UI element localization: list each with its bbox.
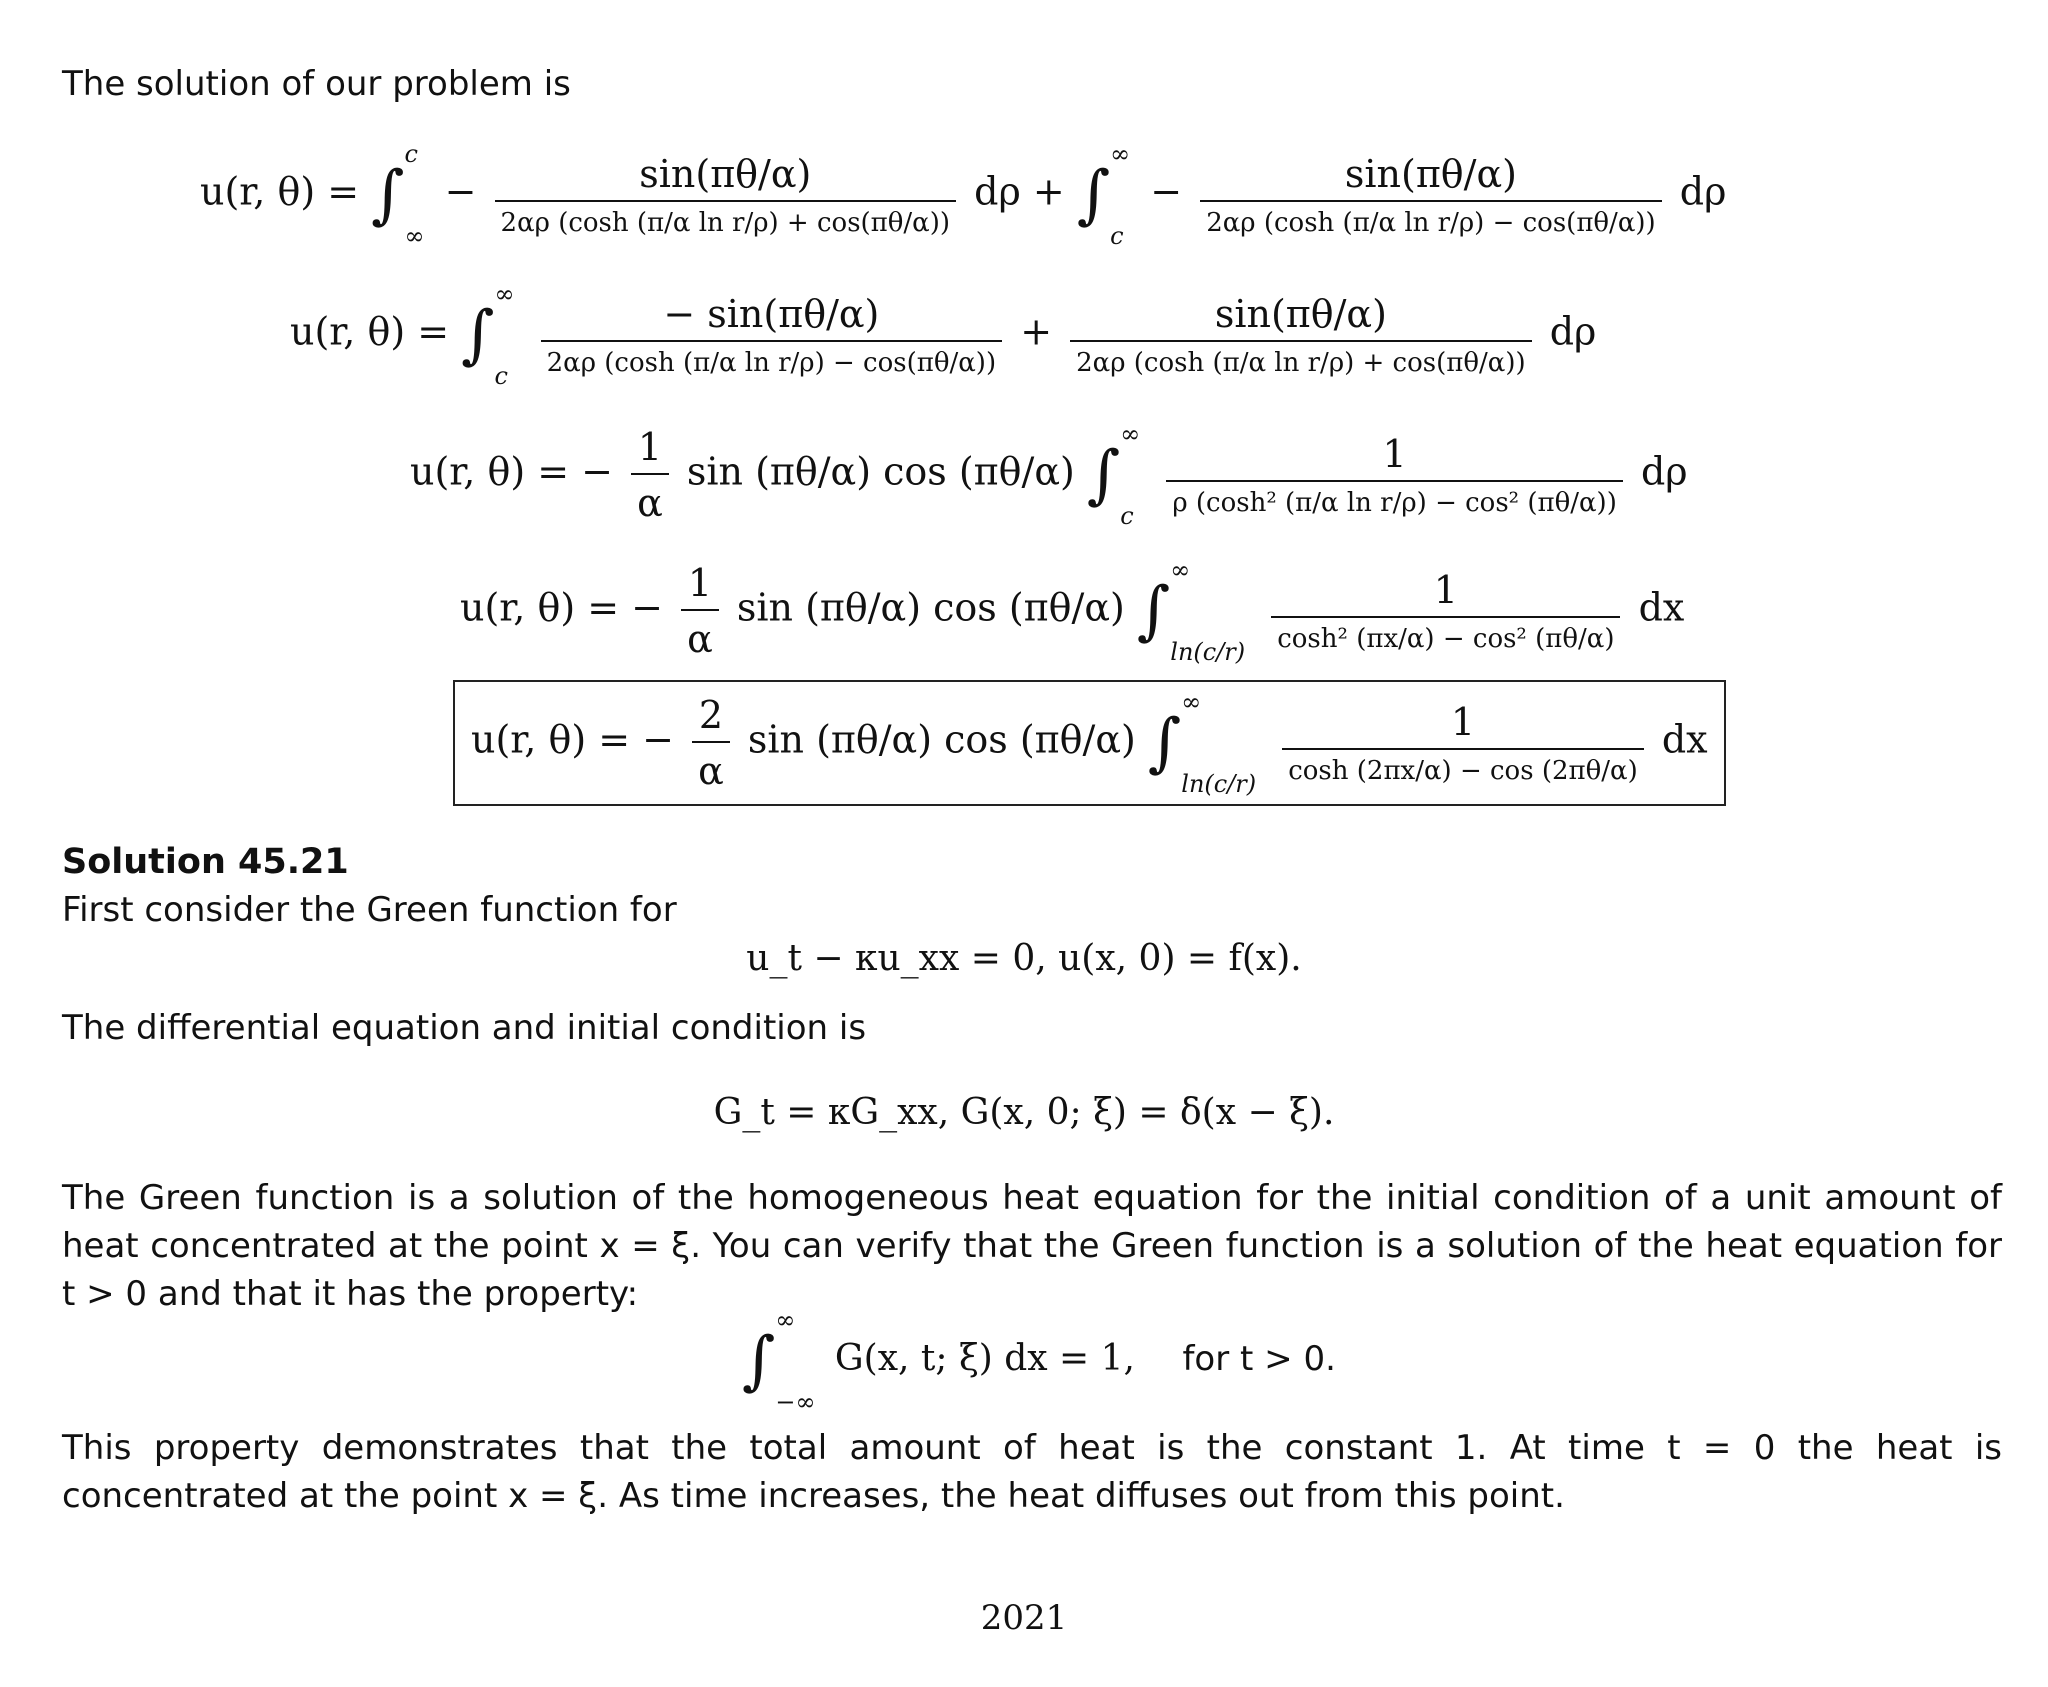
eq-prop-lower: −∞ [775,1388,816,1416]
integral-sign: ∫ [1136,574,1171,648]
eq4-int-lower: ln(c/r) [1170,638,1246,666]
eq1-tail: dρ [1679,169,1727,214]
eq1-num1: sin(πθ/α) [639,152,812,196]
eq5-coef-num: 2 [698,693,724,737]
eq5-fraction [1282,700,1644,786]
equation-2 [290,280,1596,390]
intro-text: The solution of our problem is [62,64,571,104]
eq-prop-condition: for t > 0. [1182,1339,1336,1379]
eq5-int-limits [1181,688,1256,798]
eq2-plus: + [1020,309,1053,354]
eq-prop-upper: ∞ [775,1306,796,1334]
eq4-lhs: u(r, θ) = − [460,585,663,630]
eq4-coef-den: α [681,609,719,661]
eq2-den2: 2αρ (cosh (π/α ln r/ρ) + cos(πθ/α)) [1070,340,1531,378]
equation-pde: u_t − κu_xx = 0, u(x, 0) = f(x). [746,938,1302,979]
page-number: 2021 [980,1598,1068,1638]
eq1-den1: 2αρ (cosh (π/α ln r/ρ) + cos(πθ/α)) [495,200,956,238]
eq4-tail: dx [1638,585,1685,630]
integral-sign: ∫ [1076,158,1111,232]
eq4-den: cosh² (πx/α) − cos² (πθ/α) [1271,616,1620,654]
integral-sign: ∫ [742,1324,776,1398]
eq2-tail: dρ [1549,309,1597,354]
eq5-trig: sin (πθ/α) cos (πθ/α) [747,717,1136,762]
eq5-coef-den: α [692,741,730,793]
eq2-num1: − sin(πθ/α) [663,292,880,336]
eq1-mid: dρ + [974,169,1065,214]
equation-property [742,1306,1336,1416]
eq5-num: 1 [1450,700,1476,744]
eq2-int-limits [495,280,515,390]
eq2-fraction-2 [1070,292,1531,378]
eq3-fraction [1166,432,1623,518]
eq5-int-lower: ln(c/r) [1181,770,1257,798]
integral-sign: ∫ [371,158,405,232]
eq3-lhs: u(r, θ) = − [410,449,613,494]
equation-3 [410,420,1688,530]
eq3-den: ρ (cosh² (π/α ln r/ρ) − cos² (πθ/α)) [1166,480,1623,518]
equation-1: u(r, θ) = ∫ c ∞ − $\frac{\sin(\pi\theta/\alpha)}{\text{2αρ (cosh (π/α ln r/ρ) + cos(πθ/α))}}$ dρ + ∫ ∞ c − $\frac{\sin(\pi\theta/\alpha)}{\text{2αρ (cosh (π/α ln r/ρ) − cos(πθ/α))}}$ dρ [200,140,1727,250]
eq5-den: cosh (2πx/α) − cos (2πθ/α) [1282,748,1644,786]
paragraph-2: The differential equation and initial condition is [62,1008,867,1048]
solution-heading: Solution 45.21 [62,842,349,882]
eq4-num: 1 [1433,568,1458,612]
eq1-int1-lower: ∞ [404,222,425,250]
eq1-fraction-2 [1200,152,1661,238]
eq2-fraction-1 [541,292,1002,378]
eq1-int2-lower: c [1110,222,1124,250]
eq3-int-limits [1120,420,1140,530]
eq1-fraction-1 [495,152,956,238]
eq4-trig: sin (πθ/α) cos (πθ/α) [736,585,1125,630]
eq3-int-upper: ∞ [1120,420,1141,448]
eq4-int-limits [1170,556,1245,666]
eq3-int-lower: c [1120,502,1134,530]
eq2-den1: 2αρ (cosh (π/α ln r/ρ) − cos(πθ/α)) [541,340,1002,378]
integral-sign: ∫ [1147,706,1182,780]
paragraph-4: This property demonstrates that the total amount of heat is the constant 1. At time t = 0 the heat is concentrated at the point x = ξ. As time increases, the heat diffuses out from this point. [62,1428,2002,1516]
paragraph-3: The Green function is a solution of the homogeneous heat equation for the initial condition of a unit amount of heat concentrated at the point x = ξ. You can verify that the Green function is a solution of the heat equation for t > 0 and that it has the property: [62,1178,2002,1314]
eq5-coefficient [692,693,730,793]
eq2-num2: sin(πθ/α) [1214,292,1387,336]
eq3-tail: dρ [1640,449,1688,494]
integral-sign: ∫ [461,298,495,372]
equation-5-boxed [453,680,1726,806]
integral-sign: ∫ [1086,438,1121,512]
equation-green: G_t = κG_xx, G(x, 0; ξ) = δ(x − ξ). [713,1092,1335,1133]
eq2-int-lower: c [494,362,508,390]
eq4-coef-num: 1 [687,561,713,605]
eq1-int1-upper: c [404,140,418,168]
eq4-fraction [1271,568,1620,654]
eq2-lhs: u(r, θ) = [290,309,450,354]
eq4-int-upper: ∞ [1170,556,1191,584]
eq5-int-upper: ∞ [1181,688,1202,716]
eq1-den2: 2αρ (cosh (π/α ln r/ρ) − cos(πθ/α)) [1200,200,1661,238]
eq3-coef-num: 1 [637,425,663,469]
eq1-lhs: u(r, θ) = [200,169,360,214]
eq3-trig: sin (πθ/α) cos (πθ/α) [686,449,1075,494]
equation-4 [460,556,1684,666]
eq3-num: 1 [1382,432,1407,476]
eq5-lhs: u(r, θ) = − [471,717,674,762]
eq-prop-body: G(x, t; ξ) dx = 1, [834,1338,1135,1379]
eq-prop-limits [775,1306,815,1416]
eq5-tail: dx [1661,717,1708,762]
eq1-int2-upper: ∞ [1110,140,1131,168]
eq1-num2: sin(πθ/α) [1344,152,1517,196]
eq2-int-upper: ∞ [494,280,515,308]
eq4-coefficient [681,561,719,661]
eq1-int2-limits [1110,140,1130,250]
eq1-int1-limits [405,140,425,250]
eq3-coef-den: α [631,473,669,525]
paragraph-1: First consider the Green function for [62,890,677,930]
eq3-coefficient [631,425,669,525]
